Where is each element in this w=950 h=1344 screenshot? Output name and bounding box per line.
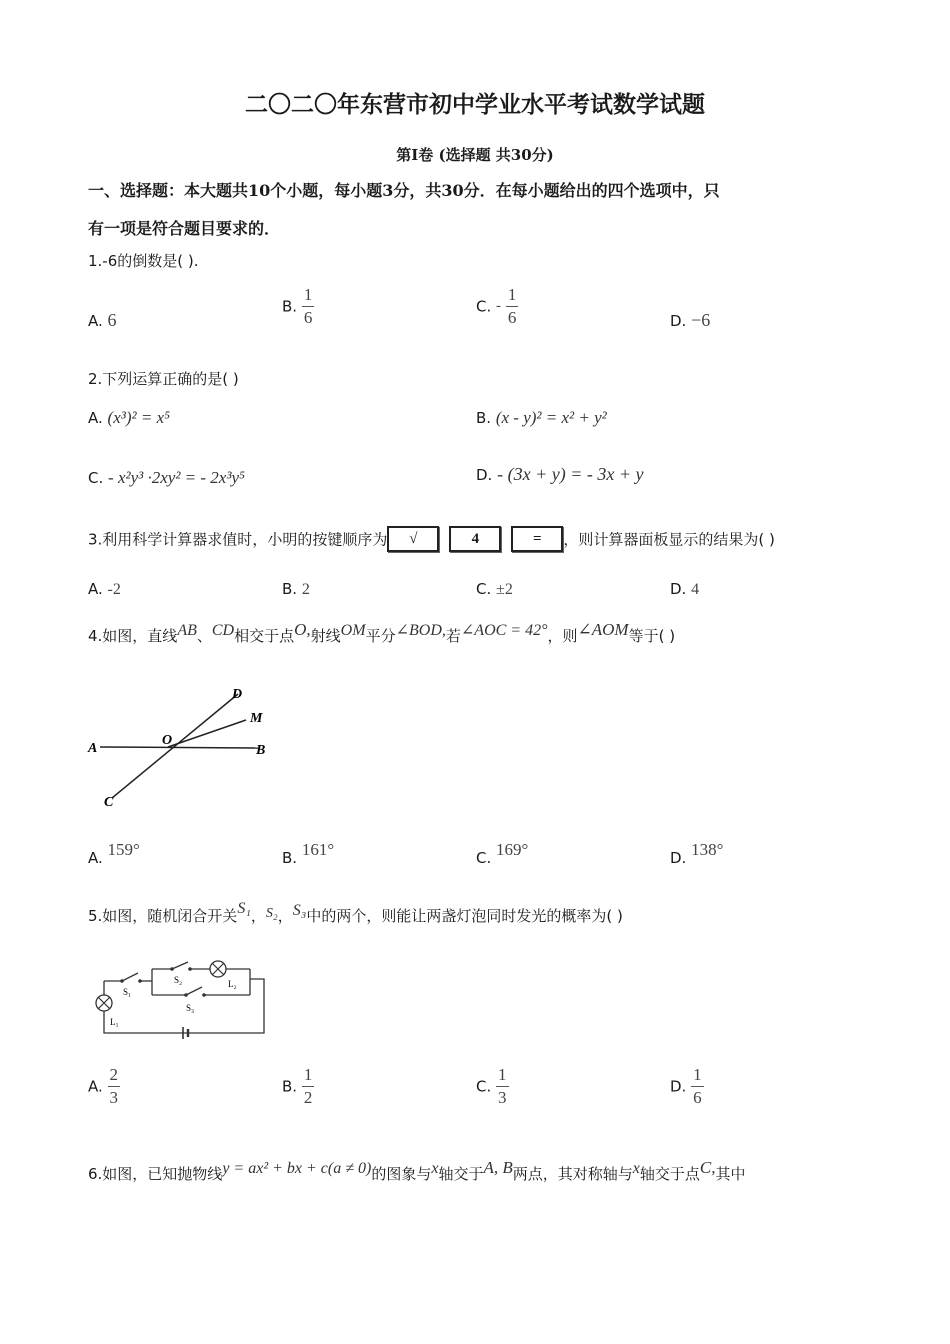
q2-option-b: B. (x - y)² = x² + y²: [476, 408, 607, 427]
four-key: 4: [449, 526, 501, 552]
q5-option-a: A. $\frac{2}{3}$: [88, 1065, 119, 1107]
label-l1: L₁: [110, 1017, 119, 1027]
q5-option-b: B. $\frac{1}{2}$: [282, 1065, 313, 1107]
q1-option-b: B. $\frac{1}{6}$: [282, 285, 313, 327]
label-l2: L₂: [228, 979, 237, 989]
ray-om: [168, 720, 246, 747]
line-ab: [100, 747, 258, 748]
q4-option-d: D. 138°: [670, 840, 724, 867]
q5-option-c: C. $\frac{1}{3}$: [476, 1065, 507, 1107]
label-a: A: [88, 741, 98, 756]
fraction: $\frac{1}{6}$: [507, 285, 517, 327]
fraction: $\frac{2}{3}$: [109, 1065, 119, 1107]
switch-s3: [186, 987, 202, 995]
q2-stem: 2.下列运算正确的是( ): [88, 370, 239, 388]
label-s1: S₁: [123, 987, 132, 997]
q2-option-a: A. (x³)² = x⁵: [88, 408, 171, 427]
q2-option-c: C. - x²y³ ·2xy² = - 2x³y⁵: [88, 468, 245, 487]
q4-angle-figure: [80, 680, 280, 810]
q4-option-c: C. 169°: [476, 840, 529, 867]
q4-stem: 4.如图，直线AB、CD相交于点O,射线OM平分∠BOD,若∠AOC = 42°，则∠AOM等于( ): [88, 620, 676, 645]
q1-option-a: A. 6: [88, 310, 117, 330]
q2-option-d: D. - (3x + y) = - 3x + y: [476, 464, 644, 484]
q3-option-a: A. -2: [88, 580, 121, 598]
label-m: M: [250, 711, 263, 726]
label-b: B: [256, 743, 266, 758]
q5-circuit-figure: [88, 955, 273, 1045]
label-s2: S₂: [174, 975, 183, 985]
label-d: D: [232, 687, 243, 702]
fraction: $\frac{1}{3}$: [498, 1065, 507, 1107]
q3-stem: 3.利用科学计算器求值时，小明的按键顺序为 √ 4 = ，则计算器面板显示的结果为( ): [88, 526, 775, 552]
q5-stem: 5.如图，随机闭合开关S₁，S₂，S₃中的两个，则能让两盏灯泡同时发光的概率为( ): [88, 900, 623, 925]
paper-subtitle: 第Ⅰ卷 (选择题 共30分): [396, 146, 554, 164]
label-s3: S₃: [186, 1003, 195, 1013]
equals-key: =: [511, 526, 563, 552]
section-instruction-line1: 一、选择题：本大题共10个小题，每小题3分，共30分．在每小题给出的四个选项中，只: [88, 181, 720, 200]
switch-s2: [172, 962, 188, 969]
fraction: $\frac{1}{2}$: [303, 1065, 313, 1107]
q3-option-d: D. 4: [670, 580, 700, 598]
exam-title: 二〇二〇年东营市初中学业水平考试数学试题: [245, 91, 705, 118]
sqrt-key: √: [387, 526, 439, 552]
q4-option-a: A. 159°: [88, 840, 140, 867]
label-c: C: [104, 795, 114, 810]
label-o: O: [162, 733, 173, 748]
line-cd: [112, 694, 238, 798]
q1-option-c: C. - $\frac{1}{6}$: [476, 285, 517, 327]
fraction: $\frac{1}{6}$: [693, 1065, 702, 1107]
switch-s1: [122, 973, 138, 981]
section-instruction-line2: 有一项是符合题目要求的．: [88, 219, 281, 238]
q5-option-d: D. $\frac{1}{6}$: [670, 1065, 702, 1107]
q3-option-c: C. ±2: [476, 580, 513, 598]
fraction: $\frac{1}{6}$: [303, 285, 313, 327]
q6-stem: 6.如图，已知抛物线y = ax² + bx + c(a ≠ 0)的图象与x轴交于A, B两点，其对称轴与x轴交于点C,其中: [88, 1158, 746, 1183]
q1-option-d: D. −6: [670, 310, 711, 330]
q4-option-b: B. 161°: [282, 840, 335, 867]
q1-stem: 1.-6的倒数是( ).: [88, 252, 199, 270]
q3-option-b: B. 2: [282, 580, 310, 598]
